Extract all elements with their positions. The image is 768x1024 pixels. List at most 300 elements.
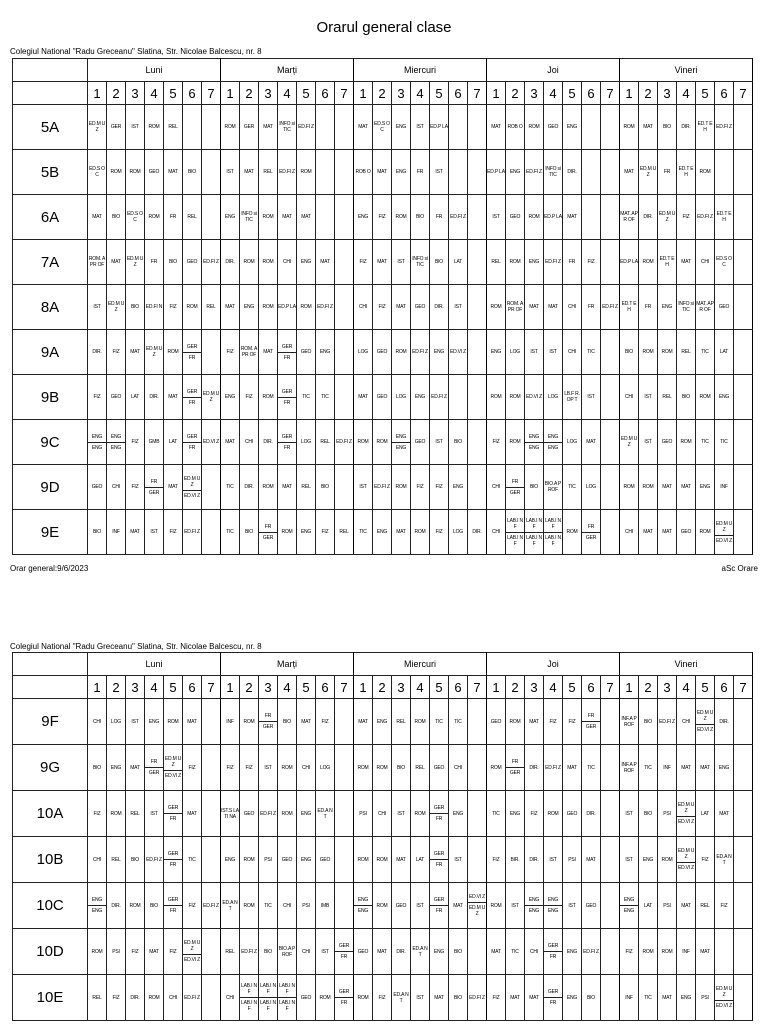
- lesson-cell: ED.A NT: [411, 929, 430, 975]
- period-number: 4: [544, 676, 563, 699]
- lesson-cell: ROM: [373, 883, 392, 929]
- lesson-cell: GEO: [183, 240, 202, 285]
- lesson-cell: PSI: [297, 883, 316, 929]
- lesson-group-b: ENG: [91, 908, 103, 914]
- lesson-cell: INFO si TIC: [278, 105, 297, 150]
- lesson-cell: PSI: [259, 837, 278, 883]
- lesson-cell: MAT: [164, 375, 183, 420]
- period-number: 4: [677, 676, 696, 699]
- lesson-cell: IST: [145, 791, 164, 837]
- lesson-cell: [468, 883, 487, 929]
- lesson-cell: ROM: [354, 420, 373, 465]
- lesson-cell: [316, 150, 335, 195]
- lesson-cell: ED.A NT: [221, 883, 240, 929]
- period-number: 5: [164, 82, 183, 105]
- lesson-cell: MAT: [639, 105, 658, 150]
- lesson-cell: [335, 105, 354, 150]
- lesson-group-b: ED.M UZ: [468, 905, 486, 917]
- lesson-cell: REL: [487, 240, 506, 285]
- lesson-cell: [468, 105, 487, 150]
- period-number: 6: [449, 676, 468, 699]
- lesson-cell: [335, 375, 354, 420]
- lesson-group-b: FR: [283, 354, 291, 361]
- lesson-cell: [601, 510, 620, 555]
- lesson-cell: BIO: [126, 837, 145, 883]
- period-number: 2: [506, 676, 525, 699]
- lesson-cell: FR: [411, 150, 430, 195]
- lesson-cell: GEO: [316, 837, 335, 883]
- lesson-cell: MAT. APR OF: [620, 195, 639, 240]
- lesson-cell: [164, 883, 183, 929]
- split-lesson: [88, 434, 106, 451]
- lesson-cell: MAT: [278, 195, 297, 240]
- period-number: 3: [259, 82, 278, 105]
- lesson-group-a: ENG: [107, 434, 125, 443]
- lesson-group-a: LAB.I NF: [259, 983, 277, 998]
- split-lesson: [544, 943, 562, 960]
- lesson-cell: ED.FI Z: [335, 420, 354, 465]
- lesson-cell: ROM: [88, 929, 107, 975]
- lesson-cell: FR: [658, 150, 677, 195]
- lesson-cell: FR: [145, 240, 164, 285]
- lesson-cell: [601, 420, 620, 465]
- lesson-cell: ENG: [373, 699, 392, 745]
- lesson-cell: IST: [430, 420, 449, 465]
- lesson-cell: FIZ: [411, 465, 430, 510]
- lesson-cell: [734, 375, 753, 420]
- lesson-cell: [240, 975, 259, 1021]
- lesson-cell: IST: [582, 375, 601, 420]
- period-number: 5: [430, 82, 449, 105]
- lesson-cell: TIC: [582, 745, 601, 791]
- lesson-cell: GEO: [487, 699, 506, 745]
- lesson-cell: CHI: [278, 883, 297, 929]
- split-lesson: [164, 851, 182, 868]
- lesson-cell: [183, 375, 202, 420]
- lesson-cell: MAT: [696, 745, 715, 791]
- lesson-cell: MAT: [715, 791, 734, 837]
- lesson-cell: ROM: [354, 745, 373, 791]
- lesson-cell: IST: [392, 240, 411, 285]
- lesson-cell: TIC: [221, 510, 240, 555]
- lesson-cell: ROM: [506, 375, 525, 420]
- lesson-cell: BIO: [240, 510, 259, 555]
- class-row: [13, 510, 753, 555]
- lesson-cell: REL: [202, 285, 221, 330]
- lesson-cell: ED.T EH: [658, 240, 677, 285]
- lesson-cell: MAT: [164, 150, 183, 195]
- lesson-cell: DIR.: [145, 375, 164, 420]
- lesson-cell: FIZ: [620, 929, 639, 975]
- period-number: 7: [734, 676, 753, 699]
- lesson-cell: LOG: [506, 330, 525, 375]
- lesson-cell: ROM: [411, 699, 430, 745]
- lesson-cell: IST: [392, 791, 411, 837]
- lesson-group-a: LAB.I NF: [506, 518, 524, 533]
- lesson-cell: [392, 420, 411, 465]
- lesson-cell: CHI: [620, 375, 639, 420]
- lesson-cell: [734, 883, 753, 929]
- lesson-cell: [734, 420, 753, 465]
- lesson-cell: TIC: [696, 330, 715, 375]
- lesson-cell: FIZ: [126, 420, 145, 465]
- lesson-cell: PSI: [354, 791, 373, 837]
- split-lesson: [259, 713, 277, 730]
- lesson-cell: ROM: [487, 375, 506, 420]
- lesson-group-a: FR: [582, 713, 600, 722]
- split-lesson: [183, 940, 201, 963]
- class-name: 10D: [13, 929, 88, 975]
- lesson-cell: REL: [107, 837, 126, 883]
- lesson-cell: ED.FI Z: [430, 375, 449, 420]
- lesson-group-b: ENG: [91, 444, 103, 451]
- lesson-cell: MAT: [677, 465, 696, 510]
- lesson-cell: IST: [639, 375, 658, 420]
- lesson-cell: [715, 929, 734, 975]
- class-name: 9G: [13, 745, 88, 791]
- lesson-cell: BIO: [107, 195, 126, 240]
- class-row: [13, 240, 753, 285]
- lesson-cell: ED.S OC: [88, 150, 107, 195]
- lesson-cell: [335, 837, 354, 883]
- lesson-cell: BIO: [316, 465, 335, 510]
- lesson-group-a: GER: [430, 805, 448, 814]
- lesson-group-a: GER: [183, 344, 201, 353]
- lesson-cell: [468, 791, 487, 837]
- lesson-group-b: FR: [188, 399, 196, 406]
- lesson-cell: ROM. APR OF: [88, 240, 107, 285]
- lesson-group-a: GER: [183, 389, 201, 398]
- lesson-cell: IST: [221, 150, 240, 195]
- lesson-cell: MAT: [373, 929, 392, 975]
- lesson-cell: CHI: [620, 510, 639, 555]
- lesson-group-a: GER: [278, 434, 296, 443]
- lesson-cell: [734, 745, 753, 791]
- lesson-group-b: ENG: [547, 444, 559, 451]
- period-number: 1: [487, 676, 506, 699]
- period-number: 5: [430, 676, 449, 699]
- period-header-row: [13, 82, 753, 105]
- lesson-cell: IST: [145, 510, 164, 555]
- lesson-cell: [335, 975, 354, 1021]
- lesson-cell: GEO: [240, 791, 259, 837]
- lesson-cell: ENG: [316, 330, 335, 375]
- lesson-cell: GEO: [297, 330, 316, 375]
- lesson-cell: ROM: [221, 105, 240, 150]
- lesson-cell: ED.M UZ: [202, 375, 221, 420]
- lesson-cell: MAT: [525, 285, 544, 330]
- lesson-cell: [677, 791, 696, 837]
- lesson-cell: [335, 240, 354, 285]
- lesson-cell: [202, 510, 221, 555]
- lesson-cell: ROM: [639, 330, 658, 375]
- class-name: 10B: [13, 837, 88, 883]
- lesson-cell: ROM: [373, 837, 392, 883]
- lesson-cell: LAT: [164, 420, 183, 465]
- lesson-cell: GMB: [145, 420, 164, 465]
- period-number: 2: [373, 676, 392, 699]
- class-name: 5A: [13, 105, 88, 150]
- lesson-cell: IST: [259, 745, 278, 791]
- lesson-cell: MAT: [582, 420, 601, 465]
- lesson-cell: [88, 883, 107, 929]
- period-number: 6: [183, 82, 202, 105]
- lesson-cell: ENG: [221, 837, 240, 883]
- lesson-cell: ED.FI Z: [715, 105, 734, 150]
- period-number: 5: [297, 82, 316, 105]
- lesson-cell: BIO.A PROF: [544, 465, 563, 510]
- lesson-group-b: ENG: [528, 908, 540, 914]
- lesson-cell: [601, 883, 620, 929]
- lesson-cell: MAT: [259, 330, 278, 375]
- lesson-cell: ED.M UZ: [620, 420, 639, 465]
- day-header: Marți: [221, 653, 354, 676]
- split-lesson: [696, 710, 714, 733]
- footer-brand: aSc Orare: [721, 564, 758, 573]
- class-name: 9F: [13, 699, 88, 745]
- lesson-cell: [335, 699, 354, 745]
- lesson-group-a: ED.M UZ: [677, 802, 695, 817]
- corner-cell: [13, 653, 88, 676]
- lesson-cell: GEO: [354, 929, 373, 975]
- period-number: 4: [677, 82, 696, 105]
- school-header-2: Colegiul National "Radu Greceanu" Slatina, Str. Nicolae Balcescu, nr. 8: [10, 642, 262, 651]
- lesson-cell: [601, 745, 620, 791]
- lesson-cell: DIR.: [221, 240, 240, 285]
- lesson-cell: CHI: [297, 929, 316, 975]
- lesson-cell: ED.P LA: [430, 105, 449, 150]
- lesson-cell: ROM: [658, 929, 677, 975]
- lesson-cell: TIC: [297, 375, 316, 420]
- lesson-group-a: LAB.I NF: [525, 518, 543, 533]
- lesson-cell: ROM: [259, 375, 278, 420]
- split-lesson: [506, 479, 524, 496]
- lesson-cell: ED.FI Z: [601, 285, 620, 330]
- lesson-cell: DIR.: [392, 929, 411, 975]
- lesson-cell: [468, 375, 487, 420]
- lesson-cell: [183, 465, 202, 510]
- lesson-cell: [601, 791, 620, 837]
- lesson-cell: GEO: [373, 375, 392, 420]
- lesson-cell: BIO: [145, 883, 164, 929]
- lesson-cell: [601, 150, 620, 195]
- lesson-cell: [544, 975, 563, 1021]
- lesson-cell: [468, 837, 487, 883]
- lesson-cell: ENG: [107, 745, 126, 791]
- lesson-cell: MAT: [373, 240, 392, 285]
- lesson-cell: ENG: [696, 465, 715, 510]
- split-lesson: [468, 894, 486, 917]
- split-lesson: [392, 434, 410, 451]
- lesson-group-b: ENG: [110, 444, 122, 451]
- lesson-group-b: FR: [188, 444, 196, 451]
- lesson-cell: ED.P LA: [544, 195, 563, 240]
- period-number: 3: [525, 82, 544, 105]
- lesson-cell: INFO si TIC: [240, 195, 259, 240]
- lesson-group-b: LAB.I NF: [241, 1000, 257, 1012]
- lesson-cell: ED.VI Z: [202, 420, 221, 465]
- class-name: 9C: [13, 420, 88, 465]
- lesson-cell: [202, 105, 221, 150]
- lesson-cell: LOG: [563, 420, 582, 465]
- lesson-cell: MAT: [88, 195, 107, 240]
- lesson-group-a: GER: [278, 389, 296, 398]
- period-number: 6: [715, 82, 734, 105]
- lesson-cell: ENG: [449, 791, 468, 837]
- lesson-cell: PSI: [658, 791, 677, 837]
- lesson-cell: INFO si TIC: [411, 240, 430, 285]
- lesson-cell: FIZ: [373, 975, 392, 1021]
- lesson-cell: ED.FI Z: [202, 240, 221, 285]
- lesson-cell: FIZ: [126, 465, 145, 510]
- lesson-cell: ENG: [449, 465, 468, 510]
- lesson-cell: [183, 105, 202, 150]
- lesson-cell: MAT: [126, 510, 145, 555]
- footer-date: Orar general:9/6/2023: [10, 564, 89, 573]
- lesson-cell: TIC: [430, 699, 449, 745]
- lesson-cell: BIO.A PROF: [278, 929, 297, 975]
- lesson-cell: [525, 883, 544, 929]
- split-lesson: [430, 897, 448, 914]
- period-number: 5: [563, 676, 582, 699]
- lesson-cell: INF: [658, 745, 677, 791]
- lesson-cell: [734, 285, 753, 330]
- lesson-cell: MAT: [126, 745, 145, 791]
- period-number: 7: [468, 82, 487, 105]
- class-row: [13, 330, 753, 375]
- lesson-cell: FIZ: [430, 465, 449, 510]
- period-number: 2: [240, 82, 259, 105]
- lesson-cell: TIC: [221, 465, 240, 510]
- lesson-cell: MAT: [677, 883, 696, 929]
- lesson-cell: MAT: [278, 465, 297, 510]
- lesson-cell: FR: [164, 195, 183, 240]
- lesson-cell: [278, 375, 297, 420]
- lesson-group-a: ED.M UZ: [164, 756, 182, 771]
- lesson-cell: IST: [126, 699, 145, 745]
- lesson-cell: [506, 465, 525, 510]
- lesson-group-b: FR: [549, 1000, 557, 1006]
- lesson-cell: FR: [582, 285, 601, 330]
- lesson-cell: ENG: [392, 105, 411, 150]
- lesson-group-b: ED.VI Z: [696, 727, 714, 733]
- lesson-cell: MAT: [582, 837, 601, 883]
- lesson-cell: ROM: [696, 510, 715, 555]
- split-lesson: [259, 983, 277, 1012]
- lesson-cell: [468, 929, 487, 975]
- lesson-group-b: GER: [509, 489, 521, 496]
- lesson-cell: [582, 150, 601, 195]
- lesson-cell: ED.A NT: [316, 791, 335, 837]
- lesson-cell: ROM: [183, 285, 202, 330]
- lesson-cell: INF.A PROF: [620, 699, 639, 745]
- lesson-group-a: ENG: [620, 897, 638, 906]
- lesson-cell: [468, 150, 487, 195]
- lesson-cell: [468, 745, 487, 791]
- lesson-cell: ROM: [506, 240, 525, 285]
- lesson-cell: IST: [639, 420, 658, 465]
- period-number: 3: [392, 82, 411, 105]
- lesson-cell: [620, 883, 639, 929]
- lesson-cell: [734, 195, 753, 240]
- lesson-cell: INFO si TIC: [544, 150, 563, 195]
- lesson-cell: FR: [639, 285, 658, 330]
- school-header: Colegiul National "Radu Greceanu" Slatina, Str. Nicolae Balcescu, nr. 8: [10, 47, 262, 56]
- lesson-cell: [601, 375, 620, 420]
- lesson-cell: FIZ: [183, 745, 202, 791]
- lesson-cell: ROM: [240, 883, 259, 929]
- class-row: [13, 375, 753, 420]
- lesson-cell: FIZ: [582, 240, 601, 285]
- lesson-cell: FR: [430, 195, 449, 240]
- period-number: 1: [88, 82, 107, 105]
- lesson-cell: FIZ: [316, 510, 335, 555]
- lesson-cell: ROM: [278, 510, 297, 555]
- lesson-cell: ROM: [259, 465, 278, 510]
- class-name: 5B: [13, 150, 88, 195]
- lesson-cell: MAT: [430, 975, 449, 1021]
- lesson-cell: PSI: [107, 929, 126, 975]
- lesson-cell: IST: [354, 465, 373, 510]
- timetable-page-2: [12, 652, 753, 1021]
- lesson-cell: MAT: [658, 975, 677, 1021]
- lesson-cell: [354, 883, 373, 929]
- lesson-cell: ROM: [354, 837, 373, 883]
- lesson-cell: FIZ: [240, 375, 259, 420]
- lesson-cell: MAT: [544, 285, 563, 330]
- lesson-cell: ED.FI Z: [145, 837, 164, 883]
- split-lesson: [525, 518, 543, 547]
- split-lesson: [354, 897, 372, 914]
- lesson-cell: INF: [677, 929, 696, 975]
- lesson-cell: [183, 929, 202, 975]
- lesson-cell: TIC: [639, 745, 658, 791]
- class-name: 7A: [13, 240, 88, 285]
- lesson-cell: TIC: [259, 883, 278, 929]
- lesson-cell: BIR.: [506, 837, 525, 883]
- lesson-cell: ROM: [373, 420, 392, 465]
- lesson-cell: ED.FI Z: [411, 330, 430, 375]
- lesson-cell: MAT. APR OF: [696, 285, 715, 330]
- lesson-cell: FIZ: [430, 510, 449, 555]
- lesson-cell: IMB: [316, 883, 335, 929]
- lesson-cell: ED.FI Z: [240, 929, 259, 975]
- lesson-cell: BIO: [658, 105, 677, 150]
- lesson-cell: ENG: [297, 837, 316, 883]
- lesson-cell: FIZ: [183, 883, 202, 929]
- split-lesson: [430, 851, 448, 868]
- class-row: [13, 745, 753, 791]
- lesson-cell: ROM: [316, 975, 335, 1021]
- lesson-cell: [335, 929, 354, 975]
- lesson-cell: [164, 745, 183, 791]
- lesson-cell: ROM: [278, 791, 297, 837]
- day-header-row: [13, 59, 753, 82]
- lesson-cell: [601, 330, 620, 375]
- lesson-cell: TIC: [506, 929, 525, 975]
- class-row: [13, 150, 753, 195]
- lesson-cell: ROM: [126, 883, 145, 929]
- lesson-cell: MAT: [392, 285, 411, 330]
- class-name: 9B: [13, 375, 88, 420]
- lesson-cell: GEO: [373, 330, 392, 375]
- lesson-group-a: GER: [164, 851, 182, 860]
- split-lesson: [183, 389, 201, 406]
- lesson-group-b: FR: [435, 816, 443, 822]
- lesson-cell: FIZ: [316, 699, 335, 745]
- lesson-cell: [107, 420, 126, 465]
- lesson-cell: [316, 195, 335, 240]
